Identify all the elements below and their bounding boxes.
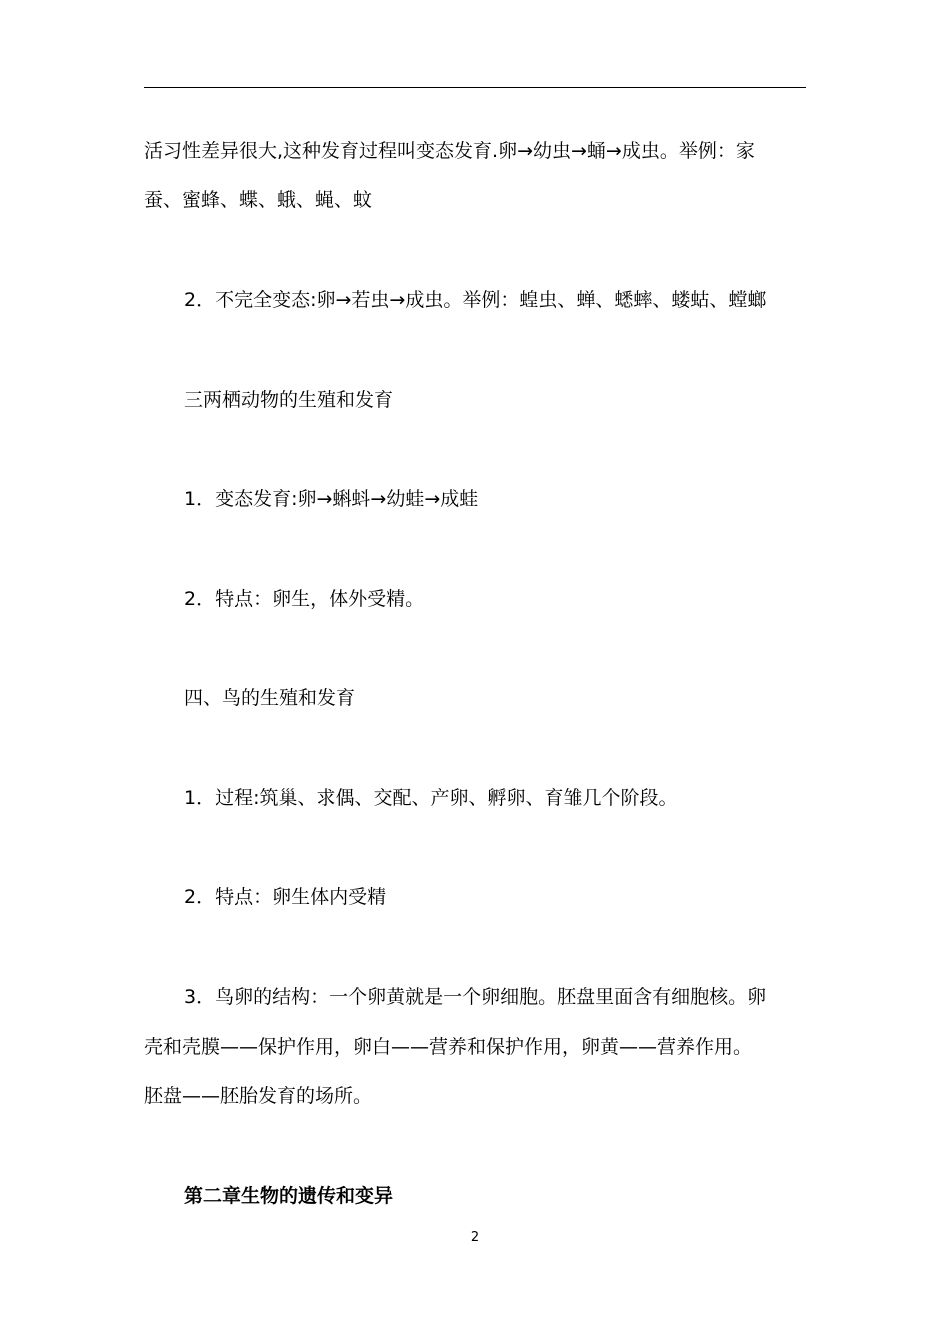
header-rule <box>144 87 806 88</box>
paragraph-line: 2．特点：卵生，体外受精。 <box>184 588 425 610</box>
paragraph-line: 1．过程:筑巢、求偶、交配、产卵、孵卵、育雏几个阶段。 <box>184 787 678 809</box>
paragraph-line: 2．不完全变态:卵→若虫→成虫。举例：蝗虫、蝉、蟋蟀、蝼蛄、螳螂 <box>184 289 767 311</box>
paragraph-line: 活习性差异很大,这种发育过程叫变态发育.卵→幼虫→蛹→成虫。举例：家 <box>144 140 755 162</box>
page-number: 2 <box>470 1230 480 1245</box>
paragraph-line: 蚕、蜜蜂、蝶、蛾、蝇、蚊 <box>144 189 373 211</box>
paragraph-line: 壳和壳膜——保护作用，卵白——营养和保护作用，卵黄——营养作用。 <box>144 1036 753 1058</box>
chapter-heading: 第二章生物的遗传和变异 <box>184 1185 394 1207</box>
paragraph-line: 1．变态发育:卵→蝌蚪→幼蛙→成蛙 <box>184 488 479 510</box>
section-heading: 三两栖动物的生殖和发育 <box>184 389 394 411</box>
paragraph-line: 2．特点：卵生体内受精 <box>184 886 387 908</box>
paragraph-line: 3．鸟卵的结构：一个卵黄就是一个卵细胞。胚盘里面含有细胞核。卵 <box>184 986 767 1008</box>
section-heading: 四、鸟的生殖和发育 <box>184 687 356 709</box>
paragraph-line: 胚盘——胚胎发育的场所。 <box>144 1085 373 1107</box>
